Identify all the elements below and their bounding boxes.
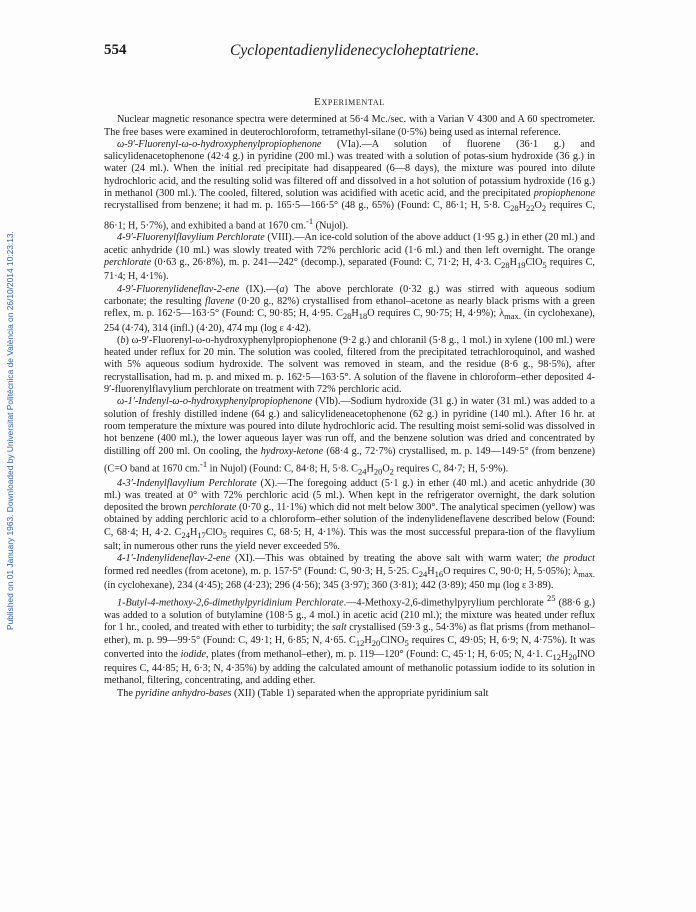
paragraph-fluorenyl-propiophenone: ω-9′-Fluorenyl-ω-o-hydroxyphenylpropiophenone (VIa).—A solution of fluorene (36·1 g.) and salicylidenacetophenone (42·4 g.) in pyridine (200 ml.) was treated with a solution of potas-sium hydroxide (36 g.) in water (24 ml.). When the initial red precipitate had disappeared (6—8 days), the mixture was poured into dilute hydrochloric acid, and the resulting solid was filtered off and dissolved in a hot solution of potassium hydroxide (16 g.) in methanol (300 ml.). The cooled, filtered, solution was acidified with acetic acid, and the precipitated propiophenone recrystallised from benzene; it had m. p. 165·5—166·5° (48 g., 65%) (Found: C, 86·1; H, 5·8. $C_{28}H_{22}O_2$ requires C, 86·1; H, 5·7%), and exhibited a band at 1670 cm.$^{-1}$ (Nujol). xyxy=(104,138,596,232)
paragraph-fluorenylideneflavene-a: 4-9′-Fluorenylideneflav-2-ene (IX).—(a) The above perchlorate (0·32 g.) was stirred with aqueous sodium carbonate; the resulting flavene (0·20 g., 82%) crystallised from ethanol–acetone as nearly black prisms with a green reflex, m. p. 162·5—163·5° (Found: C, 90·85; H, 4·95. $C_{28}H_{18}O$ requires C, 90·75; H, 4·9%); $\lambda_{max.}$ (in cyclohexane), 254 (4·74), 314 (infl.) (4·20), 474 mμ (log ε 4·42). xyxy=(104,283,595,334)
article-body xyxy=(104,96,595,700)
paragraph-butyl-pyridinium-perchlorate: 1-Butyl-4-methoxy-2,6-dimethylpyridinium Perchlorate.—4-Methoxy-2,6-dimethylpyrylium perchlorate $^{25}$ (88·6 g.) was added to a solution of butylamine (108·5 g., 4 mol.) in acetic acid (210 ml.); the mixture was heated under reflux for 1 hr., cooled, and treated with ether to turbidity; the salt crystallised (59·3 g., 54·3%) as flat prisms (from methanol–ether), m. p. 99—99·5° (Found: C, 49·1; H, 6·85; N, 4·65. $C_{12}H_{20}ClNO_5$ requires C, 49·05; H, 6·9; N, 4·75%). It was converted into the iodide, plates (from methanol–ether), m. p. 119—120° (Found: C, 45·1; H, 6·05; N, 4·1. $C_{12}H_{20}INO$ requires C, 44·85; H, 6·3; N, 4·35%) by adding the calculated amount of methanolic potassium iodide to its solution in methanol, filtering, concentrating, and adding ether. xyxy=(104,593,595,687)
section-heading: Experimental xyxy=(314,96,385,108)
paragraph-fluorenylideneflavene-b: (b) ω-9′-Fluorenyl-ω-o-hydroxyphenylpropiophenone (9·2 g.) and chloranil (5·8 g., 1 mol.) in xylene (100 ml.) were heated under reflux for 20 min. The solution was cooled, filtered from the precipitated tetrachloroquinol, and washed with 5% aqueous sodium hydroxide. The solvent was removed in steam, and the residue (8·6 g., 98·5%), after recrystallisation, had m. p. and mixed m. p. 162·5—163·5°. A solution of the flavene in chloroform–ether deposited 4-9′-fluorenylflavylium perchlorate on treatment with 72% perchloric acid. xyxy=(104,334,595,396)
paragraph-indenylideneflavene: 4-1′-Indenylideneflav-2-ene (XI).—This was obtained by treating the above salt with warm water; the product formed red needles (from acetone), m. p. 157·5° (Found: C, 90·3; H, 5·25. $C_{24}H_{16}O$ requires C, 90·0; H, 5·05%); $\lambda_{max.}$ (in cyclohexane), 234 (4·45); 268 (4·23); 296 (4·56); 345 (3·97); 360 (3·81); 442 (3·89); 450 mμ (log ε 3·89). xyxy=(104,553,595,591)
paragraph-pyridine-anhydro-bases: The pyridine anhydro-bases (XII) (Table 1) separated when the appropriate pyridinium salt xyxy=(117,687,489,699)
page-number: 554 xyxy=(104,42,127,58)
paragraph-indenyl-propiophenone: ω-1′-Indenyl-ω-o-hydroxyphenylpropiophenone (VIb).—Sodium hydroxide (31 g.) in water (31 ml.) was added to a solution of freshly distilled indene (64 g.) and salicylideneacetophenone (62 g.) in pyridine (140 ml.). After 16 hr. at room temperature the mixture was poured into dilute hydrochloric acid. The resulting moist semi-solid was dissolved in hot benzene (400 ml.), the lower aqueous layer was run off, and the benzene solution was dried and concentrated by distilling off 200 ml. On cooling, the hydroxy-ketone (68·4 g., 72·7%) crystallised, m. p. 149—149·5° (from benzene) (C=O band at 1670 cm.$^{-1}$ in Nujol) (Found: C, 84·8; H, 5·8. $C_{24}H_{20}O_2$ requires C, 84·7; H, 5·9%). xyxy=(104,396,595,477)
page-header xyxy=(104,42,594,62)
running-title: Cyclopentadienylidenecycloheptatriene. xyxy=(230,42,480,59)
paragraph-fluorenylflavylium-perchlorate: 4-9′-Fluorenylflavylium Perchlorate (VIII).—An ice-cold solution of the above adduct (1·95 g.) in ether (20 ml.) and acetic anhydride (10 ml.) was slowly treated with 72% perchloric acid (1·6 ml.) and then left overnight. The orange perchlorate (0·63 g., 26·8%), m. p. 241—242° (decomp.), separated (Found: C, 71·2; H, 4·3. $C_{28}H_{19}ClO_5$ requires C, 71·4; H, 4·1%). xyxy=(104,232,595,283)
paragraph-indenylflavylium-perchlorate: 4-3′-Indenylflavylium Perchlorate (X).—The foregoing adduct (5·1 g.) in ether (40 ml.) and acetic anhydride (30 ml.) was treated at 0° with 72% perchloric acid (5 ml.). When kept in the refrigerator overnight, the dark solution deposited the brown perchlorate (0·70 g., 11·1%) which did not melt below 300°. The analytical specimen (yellow) was obtained by adding perchloric acid to a chloroform–ether solution of the indenylideneflavene described below (Found: C, 68·4; H, 4·2. $C_{24}H_{17}ClO_5$ requires C, 68·5; H, 4·1%). This was the most successful prepara-tion of the flavylium salt; in numerous other runs the yield never exceeded 5%. xyxy=(104,477,595,553)
paragraph-nmr: Nuclear magnetic resonance spectra were determined at 56·4 Mc./sec. with a Varian V 4300 and A 60 spectrometer. The free bases were examined in deuterochloroform, tetramethyl-silane (0·5%) being used as internal reference. xyxy=(104,114,595,138)
download-watermark: Published on 01 January 1963. Downloaded by Universitat Politècnica de València on 26/10/2014 10:23:13. xyxy=(5,231,15,630)
